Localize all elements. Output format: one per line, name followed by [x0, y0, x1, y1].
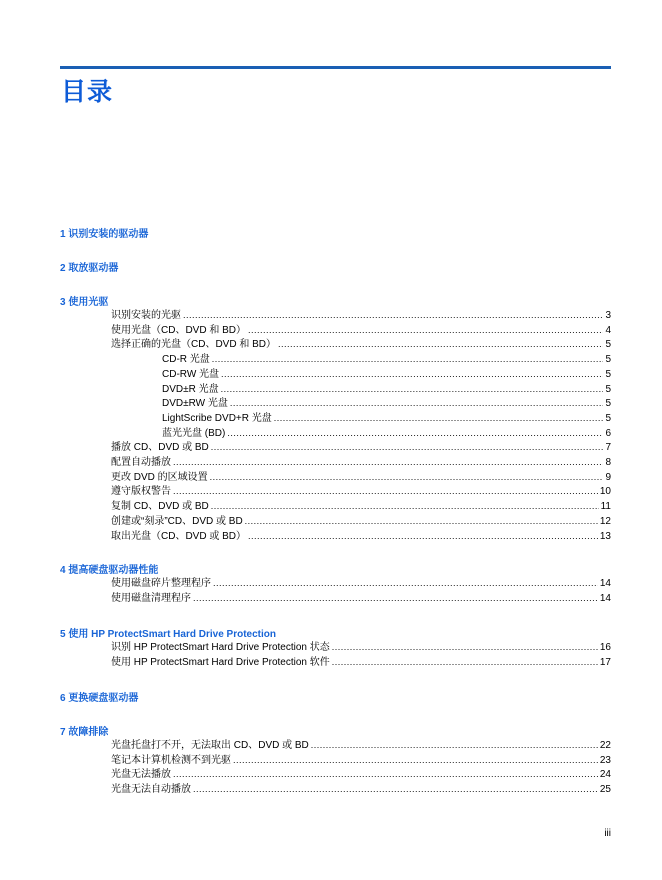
toc-entry[interactable] — [111, 591, 611, 605]
toc-entry-page: 5 — [605, 383, 611, 395]
page-number: iii — [604, 828, 611, 839]
dot-leader — [332, 655, 598, 669]
toc-entry[interactable] — [111, 440, 611, 454]
toc-entry-label: 笔记本计算机检测不到光驱 — [111, 754, 231, 766]
toc-entry-label: CD-RW 光盘 — [162, 368, 220, 380]
toc-entry[interactable] — [162, 352, 611, 366]
page-title: 目录 — [61, 78, 114, 106]
chapter-heading[interactable]: 6 更换硬盘驱动器 — [60, 693, 139, 704]
toc-entry-page: 13 — [599, 530, 611, 542]
toc-entry-label: 光盘无法播放 — [111, 769, 171, 781]
toc-entry[interactable] — [162, 426, 611, 440]
toc-entry[interactable] — [162, 411, 611, 425]
toc-entry-page: 9 — [605, 471, 611, 483]
toc-entry-label: 使用磁盘碎片整理程序 — [111, 578, 211, 589]
toc-entry-label: DVD±RW 光盘 — [162, 398, 228, 410]
toc-entry-page: 24 — [599, 769, 611, 781]
toc-entry-page: 14 — [599, 578, 611, 589]
toc-entry[interactable] — [111, 753, 611, 767]
toc-entry[interactable] — [111, 738, 611, 752]
toc-entry-page: 17 — [599, 656, 611, 668]
toc-entry-label: 播放 CD、DVD 或 BD — [111, 442, 209, 454]
dot-leader — [213, 576, 598, 590]
toc-entry[interactable] — [111, 782, 611, 796]
toc-entry-label: 遵守版权警告 — [111, 486, 171, 498]
toc-entry[interactable] — [162, 382, 611, 396]
dot-leader — [210, 470, 604, 484]
dot-leader — [173, 455, 603, 469]
toc-entry-label: 创建或“刻录”CD、DVD 或 BD — [111, 515, 243, 527]
dot-leader — [248, 323, 603, 337]
dot-leader — [248, 529, 598, 543]
dot-leader — [227, 426, 603, 440]
toc-entry-page: 25 — [599, 784, 611, 796]
toc-entry-label: 配置自动播放 — [111, 457, 171, 468]
toc-entry-page: 14 — [599, 592, 611, 604]
toc-entry[interactable] — [111, 514, 611, 528]
toc-entry-label: 蓝光光盘 (BD) — [162, 427, 226, 439]
dot-leader — [212, 352, 604, 366]
toc-entry-page: 8 — [605, 457, 611, 468]
toc-entry[interactable] — [162, 396, 611, 410]
dot-leader — [332, 640, 598, 654]
toc-entry-label: 使用光盘（CD、DVD 和 BD） — [111, 324, 247, 336]
dot-leader — [173, 484, 598, 498]
dot-leader — [221, 367, 603, 381]
toc-entry-label: 识别 HP ProtectSmart Hard Drive Protection 状态 — [111, 642, 330, 653]
dot-leader — [211, 499, 599, 513]
toc-entry-page: 16 — [599, 642, 611, 653]
dot-leader — [233, 753, 598, 767]
toc-entry[interactable] — [111, 655, 611, 669]
dot-leader — [230, 396, 604, 410]
toc-entry[interactable] — [111, 470, 611, 484]
toc-entry-label: 选择正确的光盘（CD、DVD 和 BD） — [111, 339, 277, 351]
toc-entry[interactable] — [111, 337, 611, 351]
toc-entry-page: 3 — [605, 310, 611, 321]
toc-entry[interactable] — [111, 484, 611, 498]
toc-entry-label: 复制 CD、DVD 或 BD — [111, 501, 209, 513]
toc-entry-page: 5 — [605, 339, 611, 351]
dot-leader — [211, 440, 604, 454]
toc-entry-label: DVD±R 光盘 — [162, 383, 219, 395]
toc-entry-label: 更改 DVD 的区域设置 — [111, 471, 208, 483]
chapter-heading[interactable]: 2 取放驱动器 — [60, 263, 119, 274]
dot-leader — [173, 767, 598, 781]
toc-entry[interactable] — [111, 323, 611, 337]
toc-entry-page: 5 — [605, 412, 611, 424]
toc-entry-page: 7 — [605, 442, 611, 454]
chapter-heading[interactable]: 1 识别安装的驱动器 — [60, 229, 149, 240]
dot-leader — [221, 382, 604, 396]
toc-entry[interactable] — [111, 499, 611, 513]
toc-entry-label: 识别安装的光驱 — [111, 310, 181, 321]
toc-entry-label: 光盘托盘打不开，无法取出 CD、DVD 或 BD — [111, 740, 309, 751]
toc-entry-page: 5 — [605, 354, 611, 366]
toc-entry-label: 使用磁盘清理程序 — [111, 592, 191, 604]
chapter-heading[interactable]: 3 使用光驱 — [60, 297, 109, 308]
toc-entry[interactable] — [111, 767, 611, 781]
toc-entry[interactable] — [111, 308, 611, 322]
toc-entry-label: LightScribe DVD+R 光盘 — [162, 412, 272, 424]
chapter-heading[interactable]: 4 提高硬盘驱动器性能 — [60, 565, 159, 576]
toc-entry-label: 光盘无法自动播放 — [111, 784, 191, 796]
toc-entry-page: 5 — [605, 398, 611, 410]
toc-entry-page: 6 — [605, 427, 611, 439]
toc-entry-label: 取出光盘（CD、DVD 或 BD） — [111, 530, 247, 542]
dot-leader — [193, 782, 598, 796]
title-rule — [60, 66, 611, 69]
toc-entry[interactable] — [162, 367, 611, 381]
toc-entry-page: 23 — [599, 754, 611, 766]
toc-entry-page: 10 — [599, 486, 611, 498]
dot-leader — [274, 411, 604, 425]
toc-entry[interactable] — [111, 455, 611, 469]
chapter-heading[interactable]: 7 故障排除 — [60, 727, 109, 738]
toc-entry[interactable] — [111, 576, 611, 590]
toc-entry-label: CD-R 光盘 — [162, 354, 210, 366]
toc-entry[interactable] — [111, 640, 611, 654]
toc-entry-page: 4 — [605, 324, 611, 336]
toc-entry-page: 12 — [599, 515, 611, 527]
toc-entry-page: 11 — [600, 501, 611, 513]
toc-entry-label: 使用 HP ProtectSmart Hard Drive Protection 软件 — [111, 656, 330, 668]
dot-leader — [245, 514, 598, 528]
dot-leader — [193, 591, 598, 605]
dot-leader — [183, 308, 603, 322]
dot-leader — [278, 337, 603, 351]
chapter-heading[interactable]: 5 使用 HP ProtectSmart Hard Drive Protection — [60, 629, 276, 640]
toc-entry-page: 22 — [599, 740, 611, 751]
dot-leader — [311, 738, 598, 752]
toc-entry[interactable] — [111, 529, 611, 543]
toc-entry-page: 5 — [605, 368, 611, 380]
